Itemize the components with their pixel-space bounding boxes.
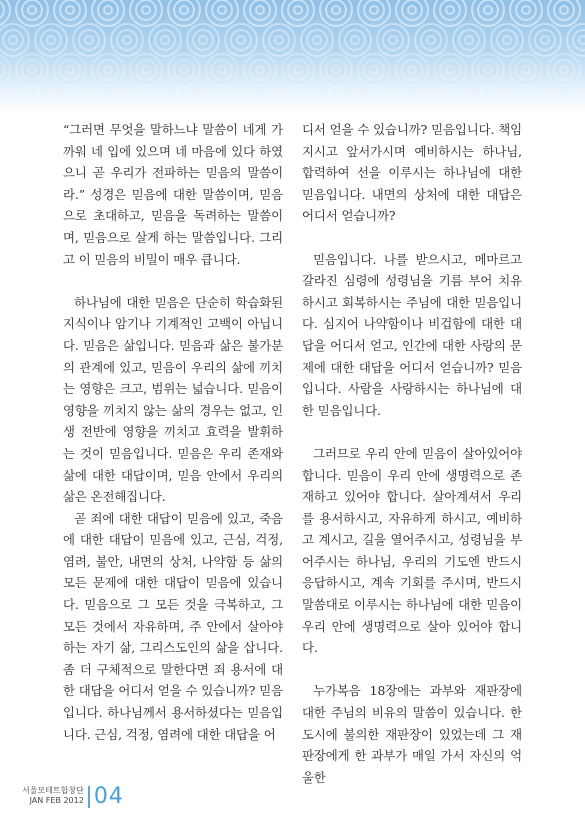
header-ring bbox=[288, 0, 308, 20]
header-ring bbox=[218, 6, 226, 14]
footer-labels bbox=[22, 786, 84, 808]
header-ring bbox=[326, 60, 346, 80]
header-ring bbox=[294, 6, 302, 14]
header-ring bbox=[389, 96, 397, 104]
header-ring bbox=[301, 24, 333, 56]
header-ring bbox=[180, 6, 188, 14]
header-ring bbox=[415, 24, 447, 56]
header-ring bbox=[142, 6, 150, 14]
header-ring bbox=[402, 60, 422, 80]
header-ring bbox=[237, 36, 245, 44]
header-ring bbox=[307, 90, 327, 110]
header-ring bbox=[212, 0, 232, 20]
header-ring bbox=[123, 36, 131, 44]
header-ring bbox=[383, 90, 403, 110]
header-ring bbox=[294, 66, 302, 74]
header-ring bbox=[0, 0, 4, 20]
header-ring bbox=[548, 54, 580, 86]
header-ring bbox=[66, 66, 74, 74]
header-ring bbox=[421, 30, 441, 50]
header-ring bbox=[47, 96, 55, 104]
header-ring bbox=[41, 90, 61, 110]
header-ring bbox=[3, 90, 23, 110]
header-ring bbox=[28, 6, 36, 14]
header-ring bbox=[218, 66, 226, 74]
header-ring bbox=[560, 66, 568, 74]
header-ring bbox=[275, 36, 283, 44]
header-ring bbox=[212, 60, 232, 80]
header-ring bbox=[529, 84, 561, 112]
header-ring bbox=[402, 0, 422, 20]
left-paragraph-3: 곧 죄에 대한 대답이 믿음에 있고, 죽음에 대한 대답이 믿음에 있고, 근심, 걱정, 염려, 불안, 내면의 상처, 나약함 등 삶의 모든 문제에 대한 대답이 믿음에 있습니다. 믿음으로 그 모든 것을 극복하고, 그 모든 것에서 자유하며, 주 안에서 살아야 하는 자기 삶, 그리스도인의 삶을 삽니다. 좀 더 구체적으로 말한다면 죄 용서에 대한 대답을 어디서 얻을 수 있습니까? 믿음입니다. 하나님께서 용서하셨다는 믿음입니다. 근심, 걱정, 염려에 대한 대답을 어 bbox=[63, 510, 283, 742]
header-ring bbox=[142, 66, 150, 74]
header-ring bbox=[117, 90, 137, 110]
header-ring bbox=[187, 84, 219, 112]
header-ring bbox=[579, 36, 585, 44]
header-ring bbox=[377, 84, 409, 112]
header-ring bbox=[358, 54, 390, 86]
header-ring bbox=[282, 54, 314, 86]
header-ring bbox=[472, 54, 504, 86]
header-ring bbox=[79, 90, 99, 110]
header-ring bbox=[85, 96, 93, 104]
issue-date: JAN FEB 2012 bbox=[29, 796, 84, 805]
header-ring bbox=[263, 84, 295, 112]
header-ring bbox=[231, 30, 251, 50]
header-ring bbox=[225, 24, 257, 56]
header-ring bbox=[199, 96, 207, 104]
header-ring bbox=[149, 24, 181, 56]
header-ring bbox=[161, 96, 169, 104]
header-ring bbox=[155, 30, 175, 50]
header-ring bbox=[250, 60, 270, 80]
header-ring bbox=[554, 0, 574, 20]
right-paragraph-2: 믿음입니다. 나를 받으시고, 메마르고 갈라진 심령에 성령님을 기름 부어 치유하시고 회복하시는 주님에 대한 믿음입니다. 심지어 나약함이나 비겁함에 대한 대답을 어디서 얻고, 인간에 대한 사랑의 문제에 대한 대답을 어디서 얻습니까? 믿음입니다. 사람을 사랑하시는 하나님에 대한 믿음입니다. bbox=[302, 251, 522, 418]
header-ring bbox=[541, 96, 549, 104]
left-column bbox=[63, 119, 283, 745]
header-ring bbox=[256, 6, 264, 14]
header-ring bbox=[136, 0, 156, 20]
header-ring bbox=[301, 84, 333, 112]
header-ring bbox=[332, 6, 340, 14]
header-ring bbox=[111, 84, 143, 112]
right-column bbox=[302, 119, 522, 788]
header-ring bbox=[491, 24, 523, 56]
header-ring bbox=[440, 0, 460, 20]
header-ring bbox=[478, 60, 498, 80]
header-ring bbox=[79, 30, 99, 50]
header-ring bbox=[320, 54, 352, 86]
header-ring bbox=[389, 36, 397, 44]
header-ring bbox=[339, 24, 371, 56]
header-ring bbox=[377, 24, 409, 56]
header-ring bbox=[579, 96, 585, 104]
header-ring bbox=[256, 66, 264, 74]
header-ring bbox=[554, 60, 574, 80]
header-ring bbox=[503, 96, 511, 104]
header-ring bbox=[85, 36, 93, 44]
header-ring bbox=[396, 54, 428, 86]
header-ring bbox=[206, 54, 238, 86]
header-ring bbox=[155, 90, 175, 110]
header-ring bbox=[453, 84, 485, 112]
header-ring bbox=[104, 66, 112, 74]
header-ring bbox=[73, 84, 105, 112]
header-ring bbox=[345, 90, 365, 110]
header-ring bbox=[364, 60, 384, 80]
header-ring bbox=[111, 24, 143, 56]
header-ring bbox=[9, 96, 17, 104]
header-ring bbox=[497, 30, 517, 50]
header-ring bbox=[351, 36, 359, 44]
header-ring bbox=[244, 54, 276, 86]
header-ring bbox=[522, 6, 530, 14]
header-ring bbox=[174, 0, 194, 20]
header-ring bbox=[136, 60, 156, 80]
right-paragraph-1: 디서 얻을 수 있습니까? 믿음입니다. 책임지시고 앞서가시며 예비하시는 하나님, 합력하여 선을 이루시는 하나님에 대한 믿음입니다. 내면의 상처에 대한 대답은 어디서 얻습니까? bbox=[302, 122, 522, 224]
header-ring bbox=[199, 36, 207, 44]
header-ring bbox=[491, 84, 523, 112]
header-ring bbox=[453, 24, 485, 56]
header-ring bbox=[434, 54, 466, 86]
header-ring bbox=[408, 6, 416, 14]
header-ring bbox=[567, 24, 585, 56]
right-paragraph-4: 누가복음 18장에는 과부와 재판장에 대한 주님의 비유의 말씀이 있습니다. 한 도시에 불의한 재판장이 있었는데 그 재판장에게 한 과부가 매일 가서 자신의 억울한 bbox=[302, 683, 522, 785]
header-ring bbox=[370, 66, 378, 74]
header-ring bbox=[54, 54, 86, 86]
header-ring bbox=[35, 24, 67, 56]
header-ring bbox=[383, 30, 403, 50]
header-ring bbox=[307, 30, 327, 50]
header-ring bbox=[0, 84, 29, 112]
header-ring bbox=[269, 90, 289, 110]
header-ring bbox=[345, 30, 365, 50]
header-ring bbox=[326, 0, 346, 20]
header-ring bbox=[459, 90, 479, 110]
header-ring bbox=[193, 30, 213, 50]
header-ring bbox=[510, 54, 542, 86]
header-ring bbox=[161, 36, 169, 44]
header-ring bbox=[98, 0, 118, 20]
header-ring bbox=[440, 60, 460, 80]
header-ring bbox=[60, 0, 80, 20]
right-paragraph-3: 그러므로 우리 안에 믿음이 살아있어야 합니다. 믿음이 우리 안에 생명력으로 존재하고 있어야 합니다. 살아계셔서 우리를 용서하시고, 자유하게 하시고, 예비하고 계시고, 길을 열어주시고, 성령님을 부어주시는 하나님, 우리의 기도엔 반드시 응답하시고, 계속 기회를 주시며, 반드시 말씀대로 이루시는 하나님에 대한 믿음이 우리 안에 생명력으로 살아 있어야 합니다. bbox=[302, 445, 522, 656]
header-decoration bbox=[0, 0, 585, 112]
header-ring bbox=[427, 96, 435, 104]
header-ring bbox=[560, 6, 568, 14]
header-ring bbox=[497, 90, 517, 110]
header-ring bbox=[123, 96, 131, 104]
header-ring bbox=[41, 30, 61, 50]
footer-divider bbox=[88, 786, 90, 808]
header-ring bbox=[187, 24, 219, 56]
header-ring bbox=[22, 60, 42, 80]
header-ring bbox=[22, 0, 42, 20]
page-footer bbox=[22, 778, 124, 808]
header-ring bbox=[465, 36, 473, 44]
header-ring bbox=[0, 24, 29, 56]
header-ring bbox=[370, 6, 378, 14]
header-ring bbox=[60, 60, 80, 80]
header-ring bbox=[446, 66, 454, 74]
header-ring bbox=[288, 60, 308, 80]
page-number: 04 bbox=[93, 784, 124, 809]
header-ring bbox=[364, 0, 384, 20]
header-ring bbox=[351, 96, 359, 104]
left-paragraph-1: “그러면 무엇을 말하느냐 말씀이 네게 가까워 네 입에 있으며 네 마음에 있다 하였으니 곧 우리가 전파하는 믿음의 말씀이라.” 성경은 믿음에 대한 말씀이며, 믿음으로 초대하고, 믿음을 독려하는 말씀이며, 믿음으로 살게 하는 말씀입니다. 그리고 이 믿음의 비밀이 매우 큽니다. bbox=[63, 122, 283, 267]
header-ring bbox=[237, 96, 245, 104]
header-ring bbox=[3, 30, 23, 50]
header-ring bbox=[174, 60, 194, 80]
header-ring bbox=[275, 96, 283, 104]
header-ring bbox=[193, 90, 213, 110]
left-paragraph-2: 하나님에 대한 믿음은 단순히 학습화된 지식이나 암기나 기계적인 고백이 아닙니다. 믿음은 삶입니다. 믿음과 삶은 불가분의 관계에 있고, 믿음이 우리의 삶에 끼치는 영향은 크고, 범위는 넓습니다. 믿음이 영향을 끼치지 않는 삶의 경우는 없고, 인생 전반에 영향을 끼치고 효력을 발휘하는 것이 믿음입니다. 믿음은 우리 존재와 삶에 대한 대답이며, 믿음 안에서 우리의 삶은 온전해집니다. bbox=[63, 294, 283, 505]
header-ring bbox=[225, 84, 257, 112]
header-ring bbox=[541, 36, 549, 44]
header-ring bbox=[446, 6, 454, 14]
header-ring bbox=[250, 0, 270, 20]
header-ring bbox=[332, 66, 340, 74]
header-pattern bbox=[0, 0, 585, 112]
header-ring bbox=[117, 30, 137, 50]
header-ring bbox=[516, 0, 536, 20]
header-ring bbox=[98, 60, 118, 80]
header-ring bbox=[408, 66, 416, 74]
header-ring bbox=[231, 90, 251, 110]
publication-name: 서울모테트합창단 bbox=[22, 786, 84, 795]
header-ring bbox=[313, 36, 321, 44]
header-ring bbox=[427, 36, 435, 44]
header-ring bbox=[313, 96, 321, 104]
header-ring bbox=[421, 90, 441, 110]
header-ring bbox=[47, 36, 55, 44]
header-ring bbox=[149, 84, 181, 112]
header-ring bbox=[484, 6, 492, 14]
header-ring bbox=[269, 30, 289, 50]
header-ring bbox=[459, 30, 479, 50]
header-ring bbox=[73, 24, 105, 56]
header-ring bbox=[465, 96, 473, 104]
header-ring bbox=[28, 66, 36, 74]
header-ring bbox=[535, 90, 555, 110]
header-ring bbox=[478, 0, 498, 20]
header-ring bbox=[66, 6, 74, 14]
header-ring bbox=[168, 54, 200, 86]
header-ring bbox=[516, 60, 536, 80]
header-ring bbox=[263, 24, 295, 56]
header-ring bbox=[0, 60, 4, 80]
header-ring bbox=[180, 66, 188, 74]
header-ring bbox=[529, 24, 561, 56]
header-ring bbox=[484, 66, 492, 74]
header-ring bbox=[92, 54, 124, 86]
header-ring bbox=[503, 36, 511, 44]
header-ring bbox=[339, 84, 371, 112]
header-ring bbox=[415, 84, 447, 112]
header-ring bbox=[522, 66, 530, 74]
header-ring bbox=[9, 36, 17, 44]
header-ring bbox=[130, 54, 162, 86]
header-ring bbox=[35, 84, 67, 112]
header-ring bbox=[104, 6, 112, 14]
header-ring bbox=[535, 30, 555, 50]
header-ring bbox=[16, 54, 48, 86]
